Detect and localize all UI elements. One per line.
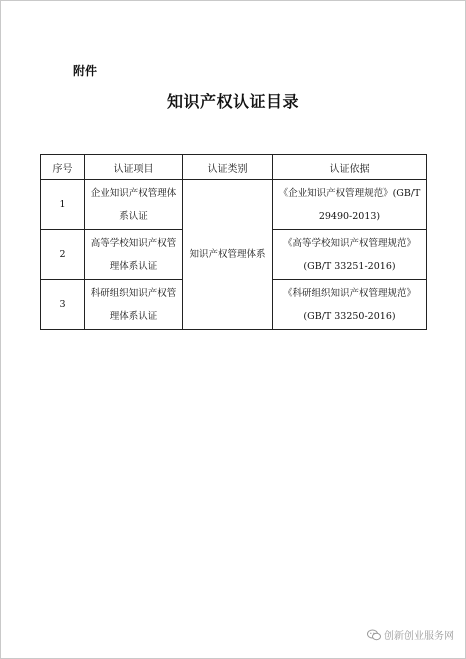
- document-title: 知识产权认证目录: [166, 92, 299, 111]
- row-basis: 《高等学校知识产权管理规范》(GB/T 33251-2016): [273, 230, 427, 280]
- row-basis: 《科研组织知识产权管理规范》(GB/T 33250-2016): [273, 280, 427, 330]
- header-basis: 认证依据: [273, 155, 427, 180]
- row-project: 高等学校知识产权管理体系认证: [85, 230, 183, 280]
- row-no: 2: [41, 230, 85, 280]
- row-project: 科研组织知识产权管理体系认证: [85, 280, 183, 330]
- certification-catalog-table: [40, 154, 427, 330]
- row-basis: 《企业知识产权管理规范》(GB/T 29490-2013): [273, 180, 427, 230]
- table-row: [41, 180, 427, 230]
- category-cell: 知识产权管理体系: [183, 180, 273, 330]
- table-header-row: [41, 155, 427, 180]
- watermark: [367, 627, 454, 642]
- header-category: 认证类别: [183, 155, 273, 180]
- row-no: 1: [41, 180, 85, 230]
- wechat-icon: [367, 629, 381, 641]
- header-no: 序号: [41, 155, 85, 180]
- row-no: 3: [41, 280, 85, 330]
- watermark-text: 创新创业服务网: [384, 631, 454, 642]
- row-project: 企业知识产权管理体系认证: [85, 180, 183, 230]
- attachment-label: 附件: [73, 64, 98, 78]
- header-project: 认证项目: [85, 155, 183, 180]
